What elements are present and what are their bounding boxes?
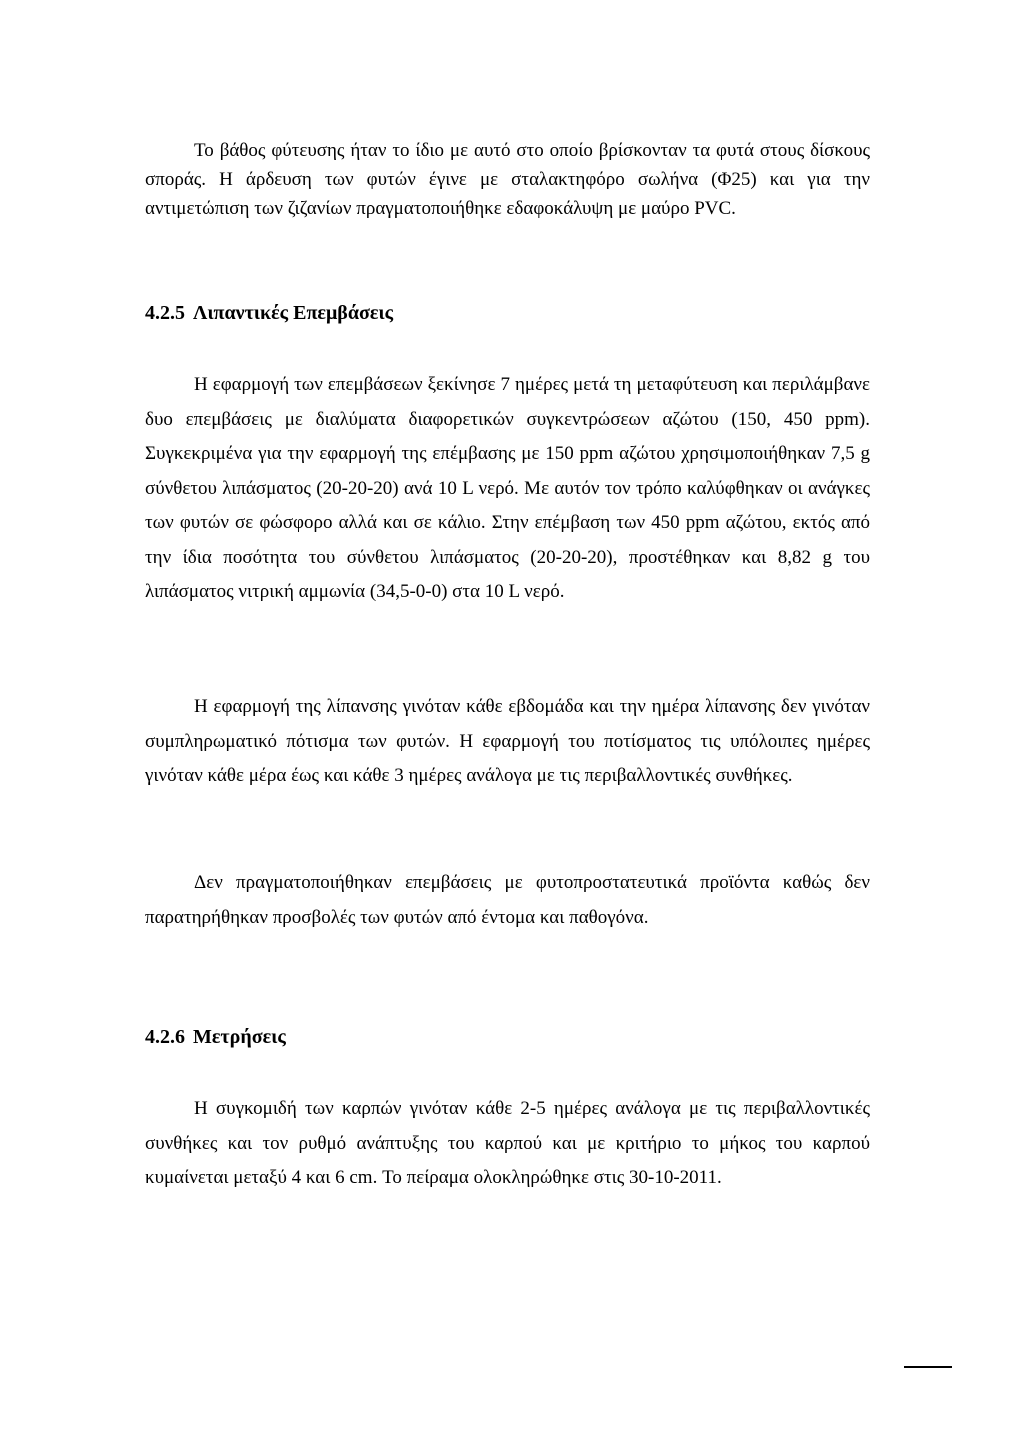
- section-title: Λιπαντικές Επεμβάσεις: [193, 302, 394, 324]
- section-heading-4-2-5: [145, 299, 393, 327]
- footer-rule: [904, 1366, 952, 1368]
- section-number: 4.2.5: [145, 302, 185, 324]
- section-heading-4-2-6: [145, 1023, 286, 1051]
- fertilization-paragraph: Η εφαρμογή των επεμβάσεων ξεκίνησε 7 ημέρες μετά τη μεταφύτευση και περιλάμβανε δυο επεμβάσεις με διαλύματα διαφορετικών συγκεντρώσεων αζώτου (150, 450 ppm). Συγκεκριμένα για την εφαρμογή της επέμβασης με 150 ppm αζώτου χρησιμοποιήθηκαν 7,5 g σύνθετου λιπάσματος (20-20-20) ανά 10 L νερό. Με αυτόν τον τρόπο καλύφθηκαν οι ανάγκες των φυτών σε φώσφορο αλλά και σε κάλιο. Στην επέμβαση των 450 ppm αζώτου, εκτός από την ίδια ποσότητα του σύνθετου λιπάσματος (20-20-20), προστέθηκαν και 8,82 g του λιπάσματος νιτρική αμμωνία (34,5-0-0) στα 10 L νερό.: [145, 374, 870, 602]
- measurements-paragraph: Η συγκομιδή των καρπών γινόταν κάθε 2-5 ημέρες ανάλογα με τις περιβαλλοντικές συνθήκες και τον ρυθμό ανάπτυξης του καρπού και με κριτήριο το μήκος του καρπού κυμαίνεται μεταξύ 4 και 6 cm. Το πείραμα ολοκληρώθηκε στις 30-10-2011.: [145, 1098, 870, 1188]
- section-number: 4.2.6: [145, 1026, 185, 1048]
- irrigation-paragraph: Η εφαρμογή της λίπανσης γινόταν κάθε εβδομάδα και την ημέρα λίπανσης δεν γινόταν συμπληρωματικό πότισμα των φυτών. Η εφαρμογή του ποτίσματος τις υπόλοιπες ημέρες γινόταν κάθε μέρα έως και κάθε 3 ημέρες ανάλογα με τις περιβαλλοντικές συνθήκες.: [145, 696, 870, 786]
- plant-protection-paragraph: Δεν πραγματοποιήθηκαν επεμβάσεις με φυτοπροστατευτικά προϊόντα καθώς δεν παρατηρήθηκαν προσβολές των φυτών από έντομα και παθογόνα.: [145, 872, 870, 928]
- section-title: Μετρήσεις: [193, 1026, 286, 1048]
- intro-paragraph: Το βάθος φύτευσης ήταν το ίδιο με αυτό στο οποίο βρίσκονταν τα φυτά στους δίσκους σποράς. Η άρδευση των φυτών έγινε με σταλακτηφόρο σωλήνα (Φ25) και για την αντιμετώπιση των ζιζανίων πραγματοποιήθηκε εδαφοκάλυψη με μαύρο PVC.: [145, 140, 870, 219]
